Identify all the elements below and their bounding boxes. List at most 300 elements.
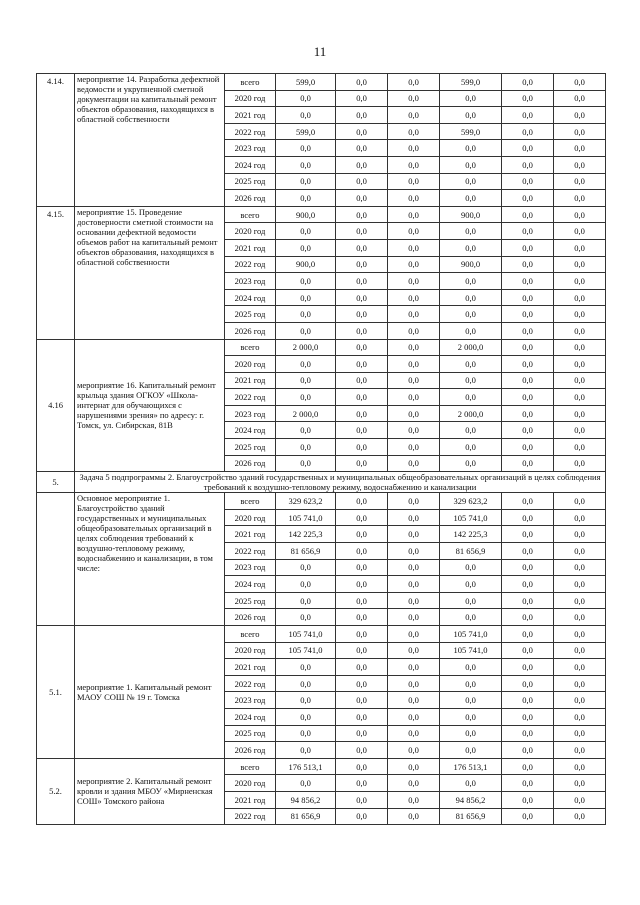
year-cell: 2020 год [225, 775, 276, 792]
value-cell: 0,0 [388, 642, 440, 659]
value-cell: 0,0 [276, 708, 336, 725]
value-cell: 0,0 [554, 543, 606, 560]
budget-table [36, 73, 606, 825]
value-cell: 0,0 [440, 559, 502, 576]
value-cell: 0,0 [388, 775, 440, 792]
value-cell: 0,0 [276, 289, 336, 306]
value-cell: 0,0 [440, 273, 502, 290]
value-cell: 0,0 [502, 526, 554, 543]
value-cell: 0,0 [440, 675, 502, 692]
value-cell: 0,0 [440, 692, 502, 709]
value-cell: 0,0 [388, 692, 440, 709]
value-cell: 0,0 [554, 509, 606, 526]
value-cell: 0,0 [388, 592, 440, 609]
year-cell: 2026 год [225, 742, 276, 759]
value-cell: 0,0 [554, 708, 606, 725]
value-cell: 0,0 [440, 389, 502, 406]
year-cell: 2020 год [225, 223, 276, 240]
value-cell: 0,0 [554, 123, 606, 140]
value-cell: 0,0 [440, 455, 502, 472]
value-cell: 0,0 [336, 439, 388, 456]
year-cell: 2020 год [225, 356, 276, 373]
value-cell: 599,0 [440, 74, 502, 91]
value-cell: 0,0 [336, 626, 388, 643]
value-cell: 0,0 [336, 592, 388, 609]
value-cell: 0,0 [554, 791, 606, 808]
value-cell: 176 513,1 [276, 758, 336, 775]
value-cell: 0,0 [388, 626, 440, 643]
value-cell: 0,0 [388, 256, 440, 273]
table-row [37, 74, 606, 91]
value-cell: 0,0 [388, 725, 440, 742]
value-cell: 0,0 [388, 675, 440, 692]
value-cell: 0,0 [388, 289, 440, 306]
value-cell: 0,0 [554, 609, 606, 626]
value-cell: 0,0 [336, 808, 388, 825]
value-cell: 0,0 [336, 372, 388, 389]
value-cell: 0,0 [440, 140, 502, 157]
measure-description: мероприятие 2. Капитальный ремонт кровли и здания МБОУ «Мирненская СОШ» Томского района [75, 758, 225, 824]
value-cell: 0,0 [502, 675, 554, 692]
value-cell: 176 513,1 [440, 758, 502, 775]
year-cell: 2022 год [225, 256, 276, 273]
value-cell: 2 000,0 [276, 339, 336, 356]
value-cell: 81 656,9 [276, 808, 336, 825]
value-cell: 0,0 [554, 455, 606, 472]
value-cell: 0,0 [502, 808, 554, 825]
value-cell: 0,0 [502, 592, 554, 609]
value-cell: 0,0 [336, 90, 388, 107]
year-cell: 2026 год [225, 190, 276, 207]
value-cell: 0,0 [388, 389, 440, 406]
value-cell: 0,0 [388, 90, 440, 107]
value-cell: 0,0 [388, 306, 440, 323]
value-cell: 0,0 [440, 156, 502, 173]
year-cell: 2026 год [225, 455, 276, 472]
value-cell: 0,0 [502, 626, 554, 643]
year-cell: 2024 год [225, 422, 276, 439]
value-cell: 0,0 [554, 659, 606, 676]
value-cell: 0,0 [336, 190, 388, 207]
value-cell: 900,0 [276, 256, 336, 273]
year-cell: всего [225, 626, 276, 643]
value-cell: 0,0 [502, 90, 554, 107]
value-cell: 0,0 [388, 526, 440, 543]
year-cell: 2025 год [225, 306, 276, 323]
value-cell: 0,0 [502, 725, 554, 742]
value-cell: 0,0 [440, 372, 502, 389]
value-cell: 0,0 [554, 206, 606, 223]
value-cell: 0,0 [502, 273, 554, 290]
year-cell: всего [225, 758, 276, 775]
value-cell: 0,0 [502, 559, 554, 576]
value-cell: 0,0 [388, 609, 440, 626]
value-cell: 0,0 [502, 223, 554, 240]
value-cell: 0,0 [440, 708, 502, 725]
value-cell: 81 656,9 [440, 808, 502, 825]
item-number: 4.16 [37, 339, 75, 472]
measure-description: мероприятие 14. Разработка дефектной ведомости и укрупненной сметной документации на капитальный ремонт объектов образования, находящихся в областной собственности [75, 74, 225, 207]
value-cell: 0,0 [388, 422, 440, 439]
value-cell: 0,0 [388, 708, 440, 725]
value-cell: 0,0 [336, 692, 388, 709]
value-cell: 0,0 [276, 173, 336, 190]
value-cell: 0,0 [440, 289, 502, 306]
value-cell: 0,0 [388, 123, 440, 140]
value-cell: 0,0 [388, 322, 440, 339]
value-cell: 0,0 [502, 742, 554, 759]
table-row [37, 626, 606, 643]
value-cell: 0,0 [276, 725, 336, 742]
year-cell: 2021 год [225, 239, 276, 256]
value-cell: 0,0 [502, 306, 554, 323]
year-cell: 2022 год [225, 675, 276, 692]
value-cell: 0,0 [554, 626, 606, 643]
measure-description: мероприятие 15. Проведение достоверности сметной стоимости на основании дефектной ведомости объемов работ на капитальный ремонт объектов образования, находящихся в областной собственности [75, 206, 225, 339]
value-cell: 0,0 [554, 389, 606, 406]
item-number: 4.15. [37, 206, 75, 339]
value-cell: 0,0 [336, 609, 388, 626]
value-cell: 0,0 [336, 708, 388, 725]
value-cell: 0,0 [336, 306, 388, 323]
value-cell: 0,0 [502, 123, 554, 140]
year-cell: 2021 год [225, 791, 276, 808]
value-cell: 0,0 [336, 791, 388, 808]
value-cell: 142 225,3 [440, 526, 502, 543]
value-cell: 0,0 [388, 190, 440, 207]
value-cell: 0,0 [388, 156, 440, 173]
value-cell: 0,0 [276, 107, 336, 124]
value-cell: 0,0 [502, 493, 554, 510]
task-row [37, 472, 606, 493]
value-cell: 0,0 [502, 239, 554, 256]
value-cell: 0,0 [388, 455, 440, 472]
value-cell: 0,0 [554, 140, 606, 157]
value-cell: 0,0 [440, 173, 502, 190]
value-cell: 0,0 [336, 758, 388, 775]
value-cell: 0,0 [336, 509, 388, 526]
value-cell: 0,0 [336, 140, 388, 157]
value-cell: 0,0 [502, 509, 554, 526]
value-cell: 0,0 [502, 389, 554, 406]
value-cell: 599,0 [276, 123, 336, 140]
value-cell: 0,0 [502, 692, 554, 709]
value-cell: 0,0 [276, 190, 336, 207]
value-cell: 0,0 [388, 559, 440, 576]
value-cell: 329 623,2 [440, 493, 502, 510]
value-cell: 2 000,0 [276, 405, 336, 422]
value-cell: 0,0 [388, 659, 440, 676]
value-cell: 0,0 [502, 206, 554, 223]
value-cell: 0,0 [388, 239, 440, 256]
year-cell: 2022 год [225, 808, 276, 825]
year-cell: всего [225, 339, 276, 356]
item-number: 5.1. [37, 626, 75, 759]
value-cell: 0,0 [502, 322, 554, 339]
value-cell: 0,0 [276, 223, 336, 240]
value-cell: 0,0 [336, 289, 388, 306]
value-cell: 0,0 [388, 509, 440, 526]
year-cell: 2023 год [225, 405, 276, 422]
year-cell: всего [225, 206, 276, 223]
value-cell: 0,0 [554, 356, 606, 373]
value-cell: 0,0 [554, 239, 606, 256]
value-cell: 0,0 [440, 422, 502, 439]
value-cell: 0,0 [276, 675, 336, 692]
value-cell: 0,0 [336, 339, 388, 356]
value-cell: 0,0 [502, 642, 554, 659]
value-cell: 0,0 [336, 675, 388, 692]
value-cell: 0,0 [276, 356, 336, 373]
measure-description: Основное мероприятие 1. Благоустройство зданий государственных и муниципальных общеобразовательных организаций в целях соблюдения требований к воздушно-тепловому режиму, водоснабжению и канализации, в том числе: [75, 493, 225, 626]
value-cell: 0,0 [388, 758, 440, 775]
value-cell: 0,0 [276, 322, 336, 339]
value-cell: 0,0 [336, 526, 388, 543]
value-cell: 0,0 [276, 422, 336, 439]
value-cell: 0,0 [336, 223, 388, 240]
value-cell: 0,0 [554, 339, 606, 356]
value-cell: 0,0 [554, 190, 606, 207]
year-cell: 2025 год [225, 173, 276, 190]
value-cell: 0,0 [502, 455, 554, 472]
value-cell: 0,0 [336, 742, 388, 759]
value-cell: 0,0 [388, 356, 440, 373]
year-cell: 2025 год [225, 592, 276, 609]
value-cell: 0,0 [336, 659, 388, 676]
year-cell: 2021 год [225, 372, 276, 389]
year-cell: 2021 год [225, 526, 276, 543]
value-cell: 0,0 [502, 173, 554, 190]
year-cell: 2026 год [225, 322, 276, 339]
value-cell: 0,0 [554, 372, 606, 389]
value-cell: 0,0 [336, 256, 388, 273]
value-cell: 0,0 [336, 559, 388, 576]
value-cell: 0,0 [336, 123, 388, 140]
value-cell: 2 000,0 [440, 339, 502, 356]
table-row [37, 758, 606, 775]
value-cell: 0,0 [388, 206, 440, 223]
value-cell: 0,0 [502, 256, 554, 273]
item-number [37, 493, 75, 626]
year-cell: 2024 год [225, 289, 276, 306]
table-row [37, 339, 606, 356]
value-cell: 0,0 [554, 725, 606, 742]
value-cell: 0,0 [502, 107, 554, 124]
value-cell: 0,0 [276, 559, 336, 576]
table-row [37, 206, 606, 223]
value-cell: 0,0 [502, 289, 554, 306]
value-cell: 0,0 [554, 576, 606, 593]
year-cell: 2024 год [225, 708, 276, 725]
value-cell: 599,0 [440, 123, 502, 140]
value-cell: 0,0 [502, 74, 554, 91]
task-description: Задача 5 подпрограммы 2. Благоустройство зданий государственных и муниципальных общеобразовательных организаций в целях соблюдения требований к воздушно-тепловому режиму, водоснабжению и канализации [75, 472, 606, 493]
value-cell: 0,0 [336, 543, 388, 560]
value-cell: 2 000,0 [440, 405, 502, 422]
value-cell: 0,0 [276, 692, 336, 709]
value-cell: 0,0 [336, 156, 388, 173]
year-cell: 2022 год [225, 389, 276, 406]
value-cell: 0,0 [336, 642, 388, 659]
value-cell: 0,0 [440, 90, 502, 107]
value-cell: 0,0 [388, 339, 440, 356]
value-cell: 0,0 [554, 808, 606, 825]
value-cell: 0,0 [336, 775, 388, 792]
value-cell: 0,0 [502, 576, 554, 593]
value-cell: 0,0 [554, 642, 606, 659]
year-cell: 2021 год [225, 107, 276, 124]
value-cell: 0,0 [440, 592, 502, 609]
value-cell: 0,0 [276, 306, 336, 323]
value-cell: 0,0 [502, 405, 554, 422]
value-cell: 0,0 [388, 372, 440, 389]
year-cell: 2020 год [225, 90, 276, 107]
value-cell: 0,0 [388, 140, 440, 157]
value-cell: 0,0 [554, 758, 606, 775]
value-cell: 0,0 [388, 543, 440, 560]
value-cell: 0,0 [502, 708, 554, 725]
value-cell: 599,0 [276, 74, 336, 91]
value-cell: 0,0 [336, 405, 388, 422]
value-cell: 0,0 [276, 90, 336, 107]
value-cell: 0,0 [276, 576, 336, 593]
value-cell: 0,0 [388, 273, 440, 290]
value-cell: 0,0 [276, 140, 336, 157]
item-number: 4.14. [37, 74, 75, 207]
value-cell: 0,0 [336, 576, 388, 593]
value-cell: 0,0 [554, 306, 606, 323]
year-cell: 2024 год [225, 576, 276, 593]
value-cell: 0,0 [554, 273, 606, 290]
value-cell: 105 741,0 [276, 626, 336, 643]
value-cell: 0,0 [336, 206, 388, 223]
value-cell: 0,0 [336, 239, 388, 256]
value-cell: 0,0 [554, 422, 606, 439]
value-cell: 0,0 [440, 609, 502, 626]
value-cell: 0,0 [502, 758, 554, 775]
value-cell: 0,0 [554, 592, 606, 609]
value-cell: 0,0 [554, 559, 606, 576]
value-cell: 0,0 [440, 107, 502, 124]
value-cell: 142 225,3 [276, 526, 336, 543]
value-cell: 0,0 [502, 791, 554, 808]
value-cell: 0,0 [336, 493, 388, 510]
value-cell: 0,0 [388, 808, 440, 825]
table-row [37, 493, 606, 510]
page-number: 11 [313, 44, 327, 59]
year-cell: 2025 год [225, 725, 276, 742]
value-cell: 0,0 [440, 576, 502, 593]
value-cell: 0,0 [440, 439, 502, 456]
year-cell: 2020 год [225, 509, 276, 526]
value-cell: 0,0 [440, 190, 502, 207]
value-cell: 0,0 [276, 455, 336, 472]
value-cell: 0,0 [388, 791, 440, 808]
value-cell: 0,0 [336, 725, 388, 742]
value-cell: 0,0 [388, 576, 440, 593]
year-cell: 2024 год [225, 156, 276, 173]
value-cell: 0,0 [440, 306, 502, 323]
measure-description: мероприятие 1. Капитальный ремонт МАОУ СОШ № 19 г. Томска [75, 626, 225, 759]
value-cell: 105 741,0 [440, 509, 502, 526]
year-cell: 2022 год [225, 123, 276, 140]
value-cell: 900,0 [440, 206, 502, 223]
value-cell: 0,0 [440, 356, 502, 373]
value-cell: 0,0 [502, 372, 554, 389]
year-cell: 2022 год [225, 543, 276, 560]
year-cell: 2023 год [225, 273, 276, 290]
value-cell: 0,0 [388, 173, 440, 190]
year-cell: 2020 год [225, 642, 276, 659]
value-cell: 0,0 [554, 74, 606, 91]
value-cell: 0,0 [440, 659, 502, 676]
value-cell: 0,0 [554, 493, 606, 510]
value-cell: 0,0 [276, 273, 336, 290]
value-cell: 0,0 [388, 223, 440, 240]
value-cell: 0,0 [276, 659, 336, 676]
value-cell: 0,0 [388, 493, 440, 510]
value-cell: 0,0 [388, 742, 440, 759]
value-cell: 0,0 [276, 592, 336, 609]
year-cell: 2023 год [225, 692, 276, 709]
value-cell: 0,0 [388, 405, 440, 422]
value-cell: 900,0 [440, 256, 502, 273]
value-cell: 81 656,9 [276, 543, 336, 560]
value-cell: 0,0 [388, 439, 440, 456]
value-cell: 0,0 [336, 273, 388, 290]
value-cell: 81 656,9 [440, 543, 502, 560]
value-cell: 0,0 [336, 107, 388, 124]
value-cell: 94 856,2 [440, 791, 502, 808]
value-cell: 0,0 [502, 543, 554, 560]
value-cell: 0,0 [388, 107, 440, 124]
value-cell: 105 741,0 [440, 626, 502, 643]
value-cell: 0,0 [276, 609, 336, 626]
value-cell: 0,0 [502, 659, 554, 676]
value-cell: 0,0 [502, 775, 554, 792]
year-cell: 2021 год [225, 659, 276, 676]
value-cell: 0,0 [276, 389, 336, 406]
value-cell: 94 856,2 [276, 791, 336, 808]
value-cell: 0,0 [276, 156, 336, 173]
value-cell: 0,0 [502, 156, 554, 173]
value-cell: 0,0 [502, 609, 554, 626]
value-cell: 0,0 [336, 455, 388, 472]
value-cell: 0,0 [554, 775, 606, 792]
item-number: 5.2. [37, 758, 75, 824]
value-cell: 0,0 [554, 439, 606, 456]
year-cell: всего [225, 74, 276, 91]
value-cell: 0,0 [554, 256, 606, 273]
year-cell: 2023 год [225, 140, 276, 157]
value-cell: 0,0 [336, 74, 388, 91]
value-cell: 0,0 [502, 422, 554, 439]
value-cell: 0,0 [554, 742, 606, 759]
value-cell: 0,0 [336, 389, 388, 406]
value-cell: 0,0 [276, 239, 336, 256]
value-cell: 0,0 [554, 675, 606, 692]
value-cell: 0,0 [554, 322, 606, 339]
year-cell: 2026 год [225, 609, 276, 626]
value-cell: 0,0 [554, 692, 606, 709]
value-cell: 0,0 [502, 439, 554, 456]
value-cell: 0,0 [388, 74, 440, 91]
item-number: 5. [37, 472, 75, 493]
value-cell: 105 741,0 [440, 642, 502, 659]
value-cell: 0,0 [336, 422, 388, 439]
value-cell: 0,0 [502, 339, 554, 356]
value-cell: 0,0 [440, 775, 502, 792]
